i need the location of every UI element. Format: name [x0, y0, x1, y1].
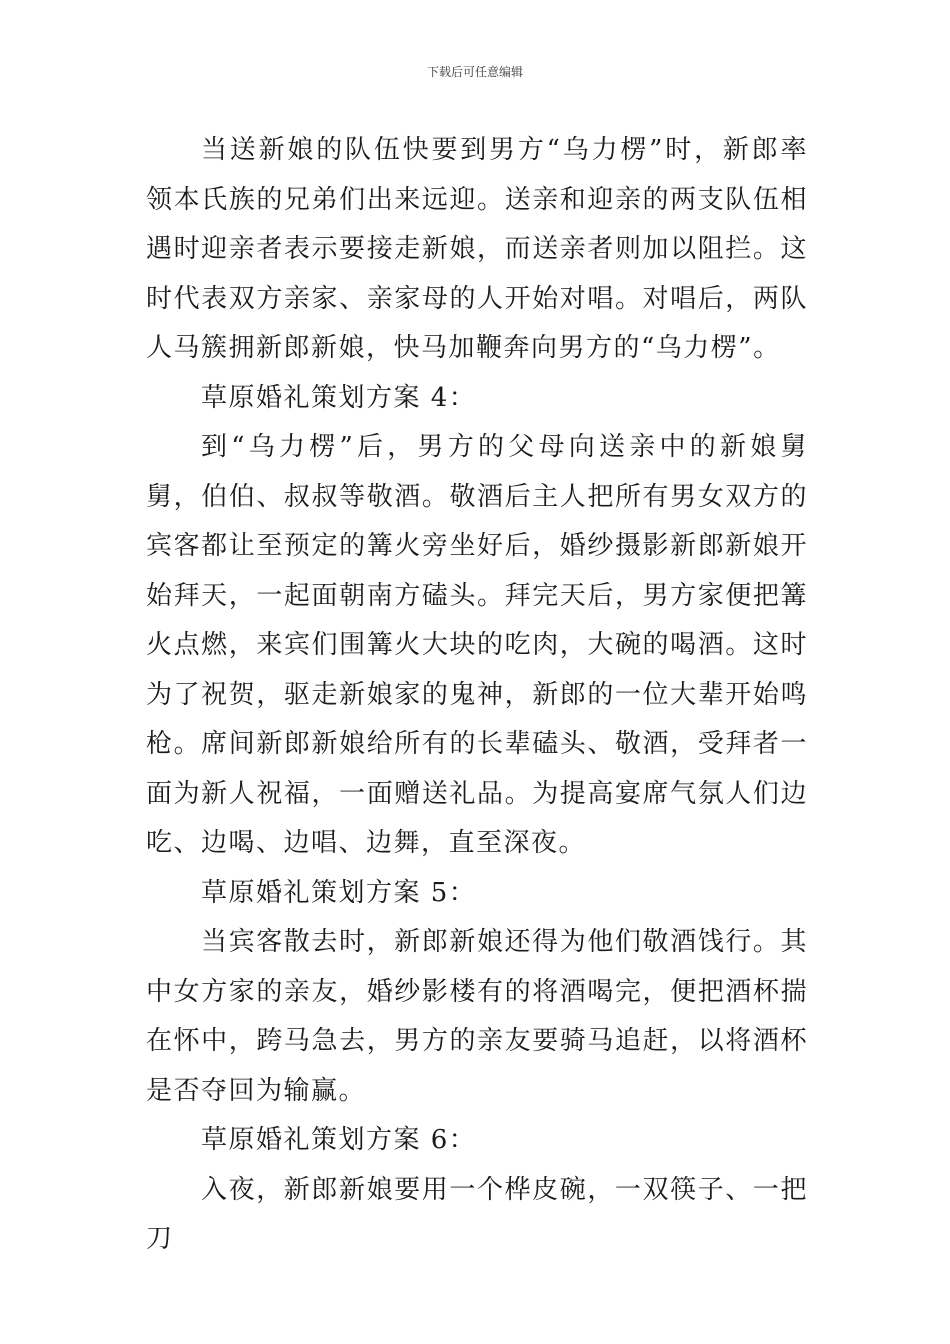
paragraph-farewell-toast: 当宾客散去时，新郎新娘还得为他们敬酒饯行。其中女方家的亲友，婚纱影楼有的将酒喝完，便把酒杯揣在怀中，跨马急去，男方的亲友要骑马追赶，以将酒杯是否夺回为输赢。: [146, 927, 808, 1106]
page-header: 下载后可任意编辑: [426, 65, 523, 79]
section-heading-plan-6: 草原婚礼策划方案 6：: [201, 1125, 477, 1155]
document-body: [146, 126, 808, 1265]
paragraph-bonfire-feast: 到“乌力楞”后，男方的父母向送亲中的新娘舅舅，伯伯、叔叔等敬酒。敬酒后主人把所有男女双方的宾客都让至预定的篝火旁坐好后，婚纱摄影新郎新娘开始拜天，一起面朝南方磕头。拜完天后，男方家便把篝火点燃，来宾们围篝火大块的吃肉，大碗的喝酒。这时为了祝贺，驱走新娘家的鬼神，新郎的一位大辈开始鸣枪。席间新郎新娘给所有的长辈磕头、敬酒，受拜者一面为新人祝福，一面赠送礼品。为提高宴席气氛人们边吃、边喝、边唱、边舞，直至深夜。: [146, 432, 808, 858]
section-heading-plan-5: 草原婚礼策划方案 5：: [201, 877, 477, 908]
paragraph-welcome-procession: 当送新娘的队伍快要到男方“乌力楞”时，新郎率领本氏族的兄弟们出来远迎。送亲和迎亲的两支队伍相遇时迎亲者表示要接走新娘，而送亲者则加以阻拦。这时代表双方亲家、亲家母的人开始对唱。对唱后，两队人马簇拥新郎新娘，快马加鞭奔向男方的“乌力楞”。: [146, 135, 808, 363]
section-heading-plan-4: 草原婚礼策划方案 4：: [201, 382, 477, 413]
paragraph-night-ritual: 入夜，新郎新娘要用一个桦皮碗，一双筷子、一把刀: [146, 1174, 808, 1254]
